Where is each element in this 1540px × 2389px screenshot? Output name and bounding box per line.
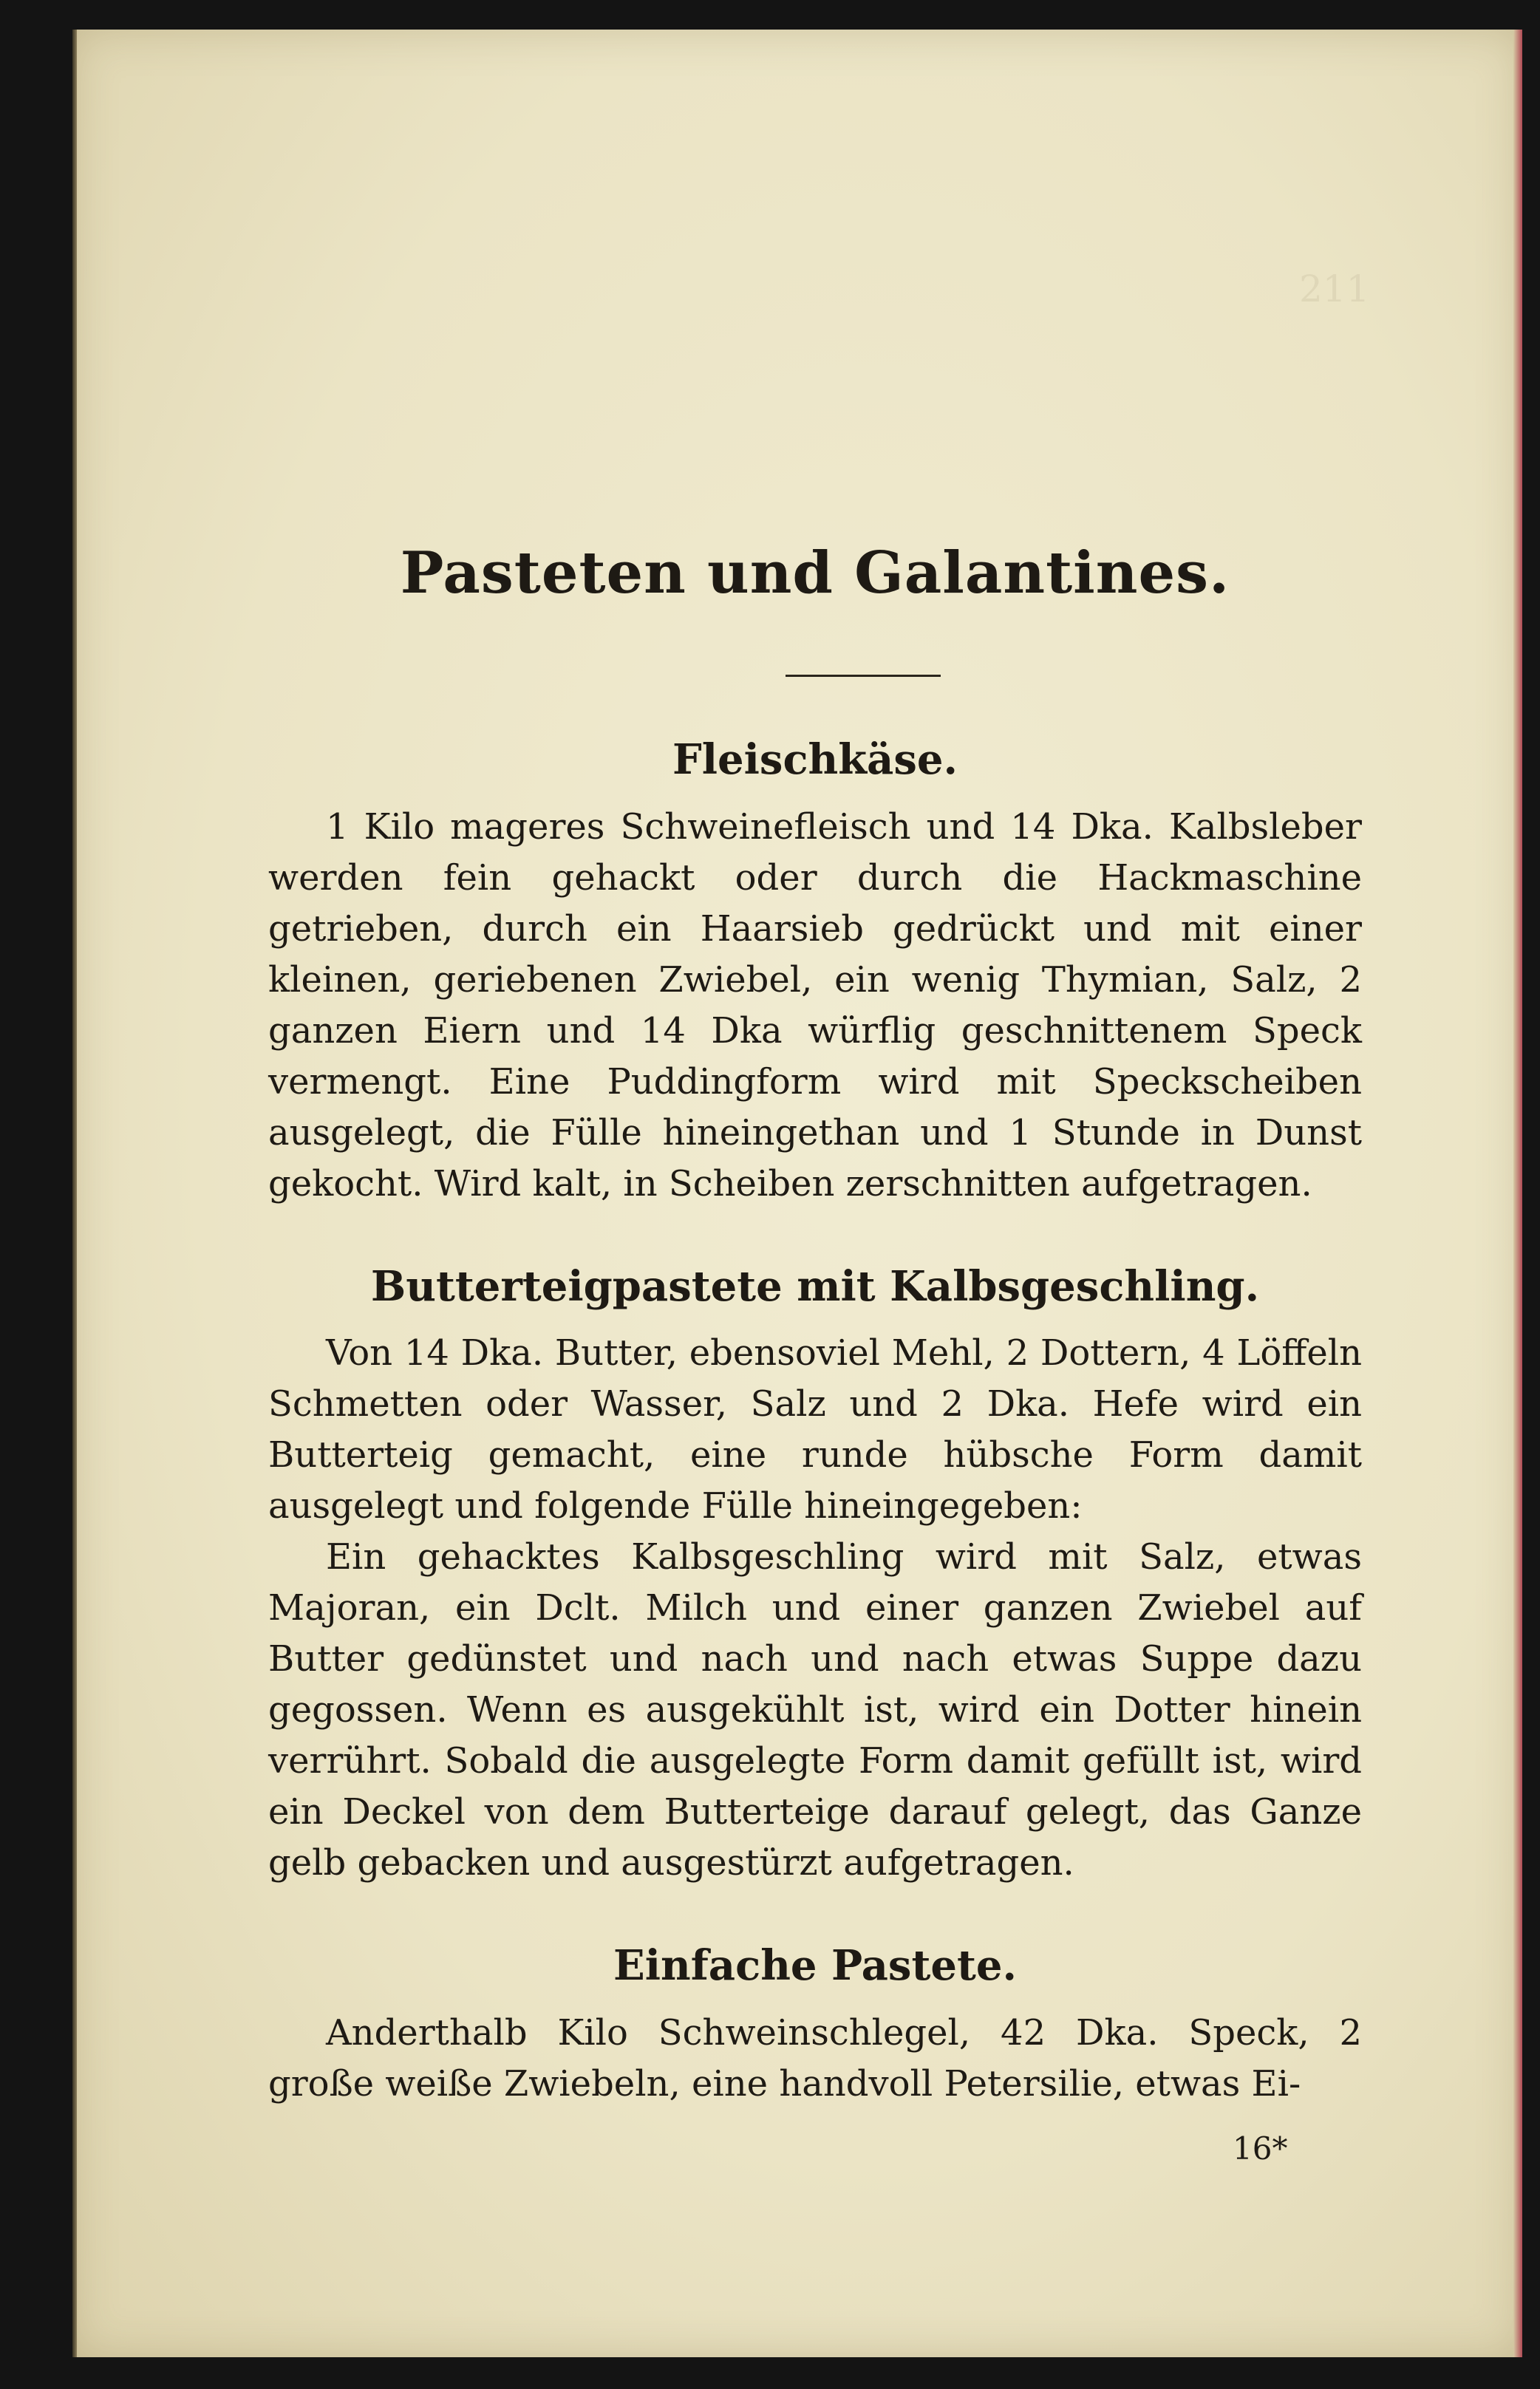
page-right-edge bbox=[1513, 30, 1522, 2357]
section-title-butterteigpastete: Butterteigpastete mit Kalbsgeschling. bbox=[370, 1262, 1260, 1311]
page-number: 16* bbox=[1233, 2130, 1288, 2167]
bleed-through-page-number: 211 bbox=[1299, 267, 1370, 310]
chapter-heading: Pasteten und Galantines. bbox=[400, 539, 1230, 607]
section-body-einfache-pastete: Anderthalb Kilo Schweinschlegel, 42 Dka. Speck, 2 große weiße Zwiebeln, eine handvoll Petersilie, etwas Ei- bbox=[268, 2012, 1362, 2105]
heading-divider bbox=[786, 675, 941, 677]
bleed-through-text bbox=[265, 266, 1417, 399]
section-body-fleischkaese: 1 Kilo mageres Schweinefleisch und 14 Dka. Kalbsleber werden fein gehackt oder durch die Hackmaschine getrieben, durch ein Haarsieb gedrückt und mit einer kleinen, geriebenen Zwiebel, ein wenig Thymian, Salz, 2 ganzen Eiern und 14 Dka würflig geschnittenem Speck vermengt. Eine Puddingform wird mit Speckscheiben ausgelegt, die Fülle hineingethan und 1 Stunde in Dunst gekocht. Wird kalt, in Scheiben zerschnitten aufgetragen. bbox=[268, 806, 1362, 1204]
section-title-einfache-pastete: Einfache Pastete. bbox=[613, 1941, 1017, 1990]
section-body-butterteigpastete-fuelle: Ein gehacktes Kalbsgeschling wird mit Salz, etwas Majoran, ein Dclt. Milch und einer ganzen Zwiebel auf Butter gedünstet und nach und nach etwas Suppe dazu gegossen. Wenn es ausgekühlt ist, wird ein Dotter hinein verrührt. Sobald die ausgelegte Form damit gefüllt ist, wird ein Deckel von dem Butterteige darauf gelegt, das Ganze gelb gebacken und ausgestürzt aufgetragen. bbox=[268, 1536, 1362, 1884]
page-spine-edge bbox=[72, 30, 77, 2357]
book-page bbox=[72, 30, 1522, 2357]
section-title-fleischkaese: Fleischkäse. bbox=[672, 735, 958, 784]
section-body-butterteigpastete: Von 14 Dka. Butter, ebensoviel Mehl, 2 Dottern, 4 Löffeln Schmetten oder Wasser, Salz und 2 Dka. Hefe wird ein Butterteig gemacht, eine runde hübsche Form damit ausgelegt und folgende Fülle hineingegeben: bbox=[268, 1332, 1362, 1527]
